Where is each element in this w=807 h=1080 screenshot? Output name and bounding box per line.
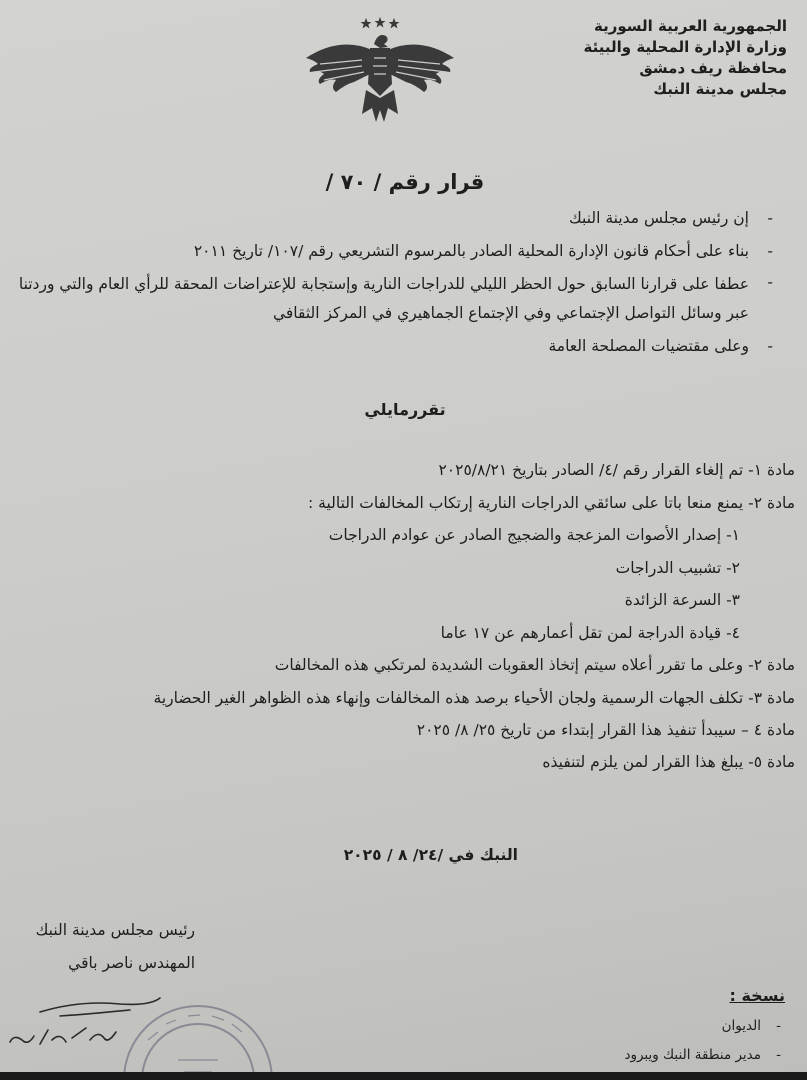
decision-title: قرار رقم / ٧٠ / — [325, 170, 485, 194]
letterhead-governorate: محافظة ريف دمشق — [639, 59, 787, 77]
articles — [10, 454, 795, 779]
letterhead-council: مجلس مدينة النبك — [653, 80, 787, 98]
article-2-item: ٢- تشبيب الدراجات — [615, 558, 740, 577]
syrian-eagle-emblem-icon — [300, 14, 460, 126]
copies-list — [624, 1012, 781, 1070]
article-2-item: ٣- السرعة الزائدة — [624, 591, 740, 609]
copy-recipient: - الديوان — [624, 1012, 781, 1041]
article-5: مادة ٥- يبلغ هذا القرار لمن يلزم لتنفيذه — [542, 753, 795, 771]
article-2-item: ١- إصدار الأصوات المزعجة والضجيج الصادر عن عوادم الدراجات — [328, 526, 740, 544]
article-3: مادة ٣- تكلف الجهات الرسمية ولجان الأحياء برصد هذه المخالفات وإنهاء هذه الظواهر الغير الحضارية — [153, 688, 795, 707]
preamble-item: - عطفا على قرارنا السابق حول الحظر الليلي للدراجات النارية وإستجابة للإعتراضات المحقة للرأي العام والتي وردتنا عبر وسائل التواصل الإجتماعي وفي الإجتماع الجماهيري في المركز الثقافي — [17, 268, 787, 330]
article-1: مادة ١- تم إلغاء القرار رقم /٤/ الصادر بتاريخ ٢٠٢٥/٨/٢١ — [438, 461, 795, 479]
article-2-item: ٤- قيادة الدراجة لمن تقل أعمارهم عن ١٧ عاما — [440, 623, 740, 642]
resolved-heading: تقررمايلي — [364, 400, 446, 419]
signatory-name: المهندس ناصر باقي — [68, 954, 195, 972]
preamble-item: - وعلى مقتضيات المصلحة العامة — [17, 330, 787, 363]
official-stamp-icon — [118, 1000, 278, 1080]
preamble-item: - بناء على أحكام قانون الإدارة المحلية الصادر بالمرسوم التشريعي رقم /١٠٧/ تاريخ ٢٠١١ — [17, 235, 787, 268]
signatory-role: رئيس مجلس مدينة النبك — [35, 921, 195, 939]
article-2b: مادة ٢- وعلى ما تقرر أعلاه سيتم إتخاذ العقوبات الشديدة لمرتكبي هذه المخالفات — [274, 656, 795, 674]
dateline: النبك في /٢٤/ ٨ / ٢٠٢٥ — [343, 846, 518, 864]
preamble — [17, 202, 787, 363]
letterhead-ministry: وزارة الإدارة المحلية والبيئة — [583, 38, 787, 56]
article-2: مادة ٢- يمنع منعا باتا على سائقي الدراجات النارية إرتكاب المخالفات التالية : — [308, 493, 795, 512]
copies-title: نسخة : — [729, 986, 785, 1005]
letterhead-country: الجمهورية العربية السورية — [594, 17, 787, 35]
copy-recipient: - مدير منطقة النبك ويبرود — [624, 1041, 781, 1070]
article-4: مادة ٤ – سيبدأ تنفيذ هذا القرار إبتداء من تاريخ ٢٥/ ٨/ ٢٠٢٥ — [416, 720, 795, 739]
signature-block — [36, 914, 195, 980]
preamble-item: - إن رئيس مجلس مدينة النبك — [17, 202, 787, 235]
letterhead — [584, 16, 787, 100]
